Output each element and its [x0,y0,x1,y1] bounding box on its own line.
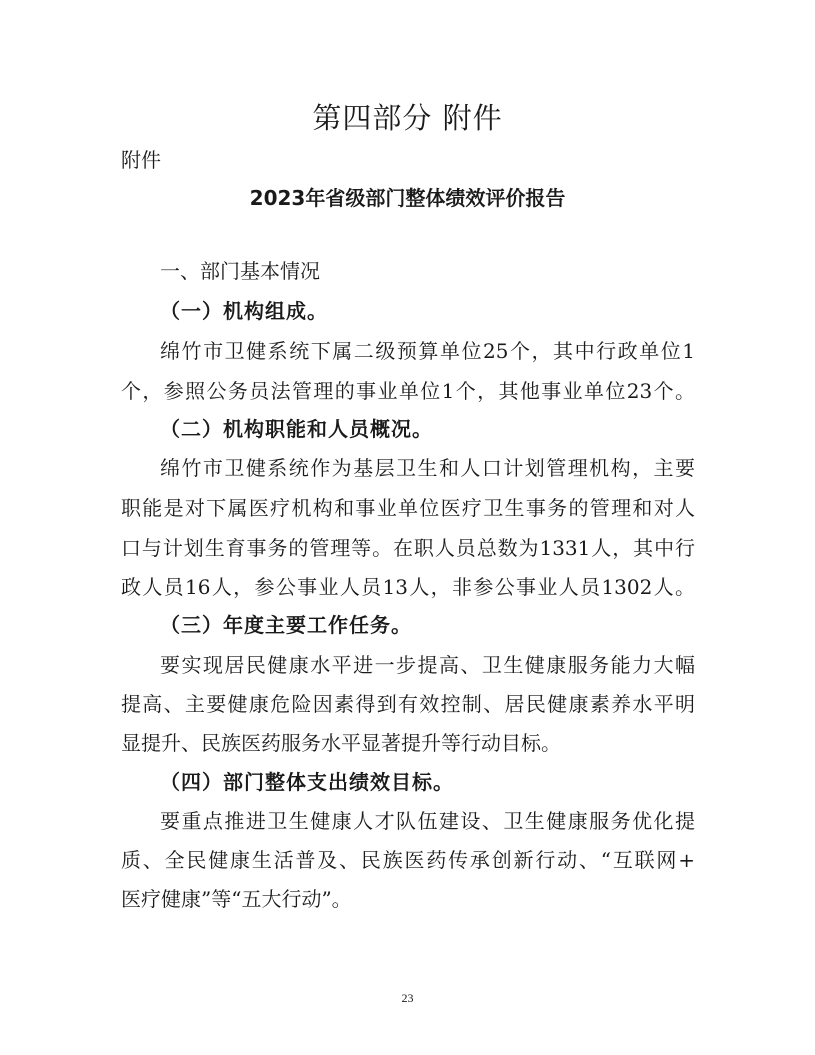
sub-heading-functions: （二）机构职能和人员概况。 [160,417,433,441]
paragraph-line: 提高、主要健康危险因素得到有效控制、居民健康素养水平明 [121,692,695,716]
sub-heading-goals: （四）部门整体支出绩效目标。 [160,770,454,794]
paragraph-line: 口与计划生育事务的管理等。在职人员总数为1331人，其中行 [121,536,695,560]
paragraph-line: 绵竹市卫健系统作为基层卫生和人口计划管理机构，主要 [160,456,695,480]
paragraph-line: 医疗健康”等“五大行动”。 [121,887,352,911]
page-number: 23 [401,991,414,1005]
report-title: 2023年省级部门整体绩效评价报告 [249,186,566,210]
paragraph-line: 要实现居民健康水平进一步提高、卫生健康服务能力大幅 [160,653,695,677]
paragraph-line: 质、全民健康生活普及、民族医药传承创新行动、“互联网+ [121,848,695,872]
paragraph-line: 要重点推进卫生健康人才队伍建设、卫生健康服务优化提 [160,809,695,833]
paragraph-line: 显提升、民族医药服务水平显著提升等行动目标。 [121,731,561,755]
sub-heading-tasks: （三）年度主要工作任务。 [160,613,412,637]
paragraph-line: 职能是对下属医疗机构和事业单位医疗卫生事务的管理和对人 [121,496,695,520]
paragraph-line: 政人员16人，参公事业人员13人，非参公事业人员1302人。 [121,575,695,599]
paragraph-line: 个，参照公务员法管理的事业单位1个，其他事业单位23个。 [121,379,695,403]
paragraph-line: 绵竹市卫健系统下属二级预算单位25个，其中行政单位1 [160,339,695,363]
annex-label: 附件 [121,148,161,172]
section-heading: 一、部门基本情况 [160,259,320,283]
sub-heading-organization: （一）机构组成。 [160,299,328,323]
page-title: 第四部分 附件 [312,101,503,135]
